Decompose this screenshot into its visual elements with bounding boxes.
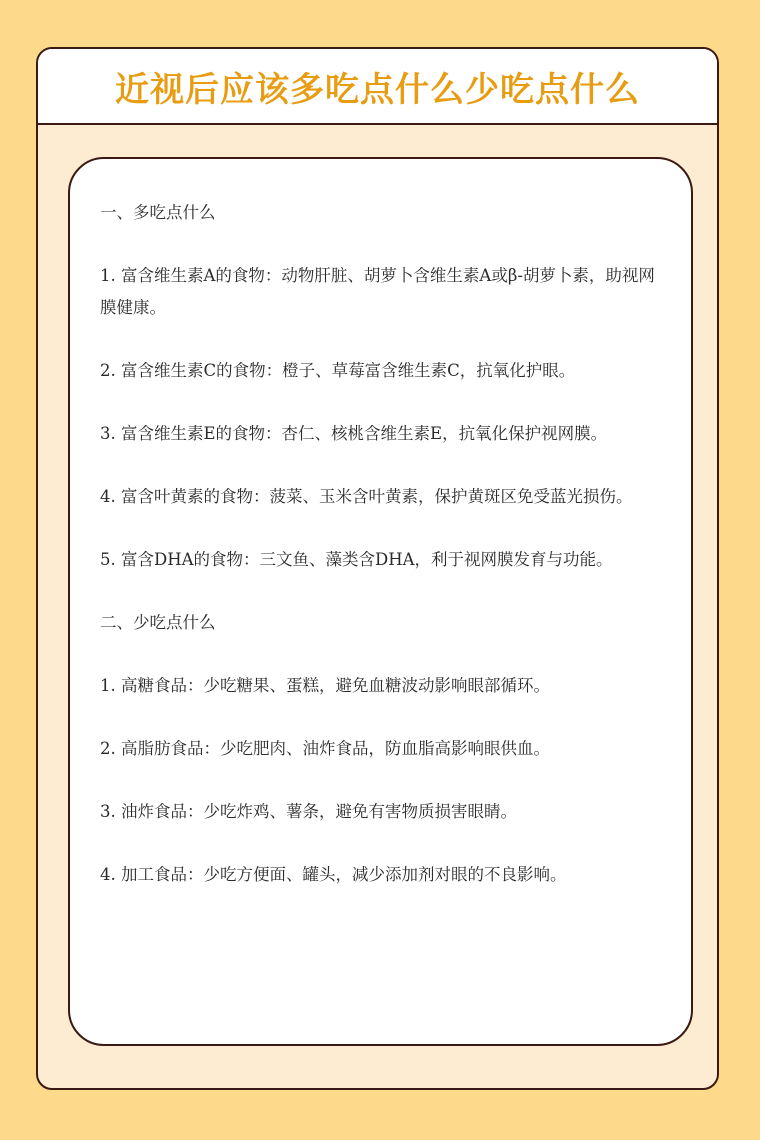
list-item: 4. 富含叶黄素的食物：菠菜、玉米含叶黄素，保护黄斑区免受蓝光损伤。 <box>100 487 633 506</box>
article-body <box>100 197 670 922</box>
title-bar <box>38 49 717 125</box>
list-item: 3. 富含维生素E的食物：杏仁、核桃含维生素E，抗氧化保护视网膜。 <box>100 424 608 443</box>
page-title: 近视后应该多吃点什么少吃点什么 <box>115 69 640 110</box>
list-item: 2. 富含维生素C的食物：橙子、草莓富含维生素C，抗氧化护眼。 <box>100 361 576 380</box>
list-item: 4. 加工食品：少吃方便面、罐头，减少添加剂对眼的不良影响。 <box>100 865 567 884</box>
list-item: 1. 富含维生素A的食物：动物肝脏、胡萝卜含维生素A或β-胡萝卜素，助视网膜健康。 <box>100 266 655 317</box>
list-item: 5. 富含DHA的食物：三文鱼、藻类含DHA，利于视网膜发育与功能。 <box>100 550 613 569</box>
article-card <box>36 47 719 1090</box>
section-heading-eat-more: 一、多吃点什么 <box>100 203 216 222</box>
list-item: 2. 高脂肪食品：少吃肥肉、油炸食品，防血脂高影响眼供血。 <box>100 739 550 758</box>
section-heading-eat-less: 二、少吃点什么 <box>100 613 216 632</box>
list-item: 1. 高糖食品：少吃糖果、蛋糕，避免血糖波动影响眼部循环。 <box>100 676 550 695</box>
content-panel <box>68 157 693 1046</box>
list-item: 3. 油炸食品：少吃炸鸡、薯条，避免有害物质损害眼睛。 <box>100 802 517 821</box>
